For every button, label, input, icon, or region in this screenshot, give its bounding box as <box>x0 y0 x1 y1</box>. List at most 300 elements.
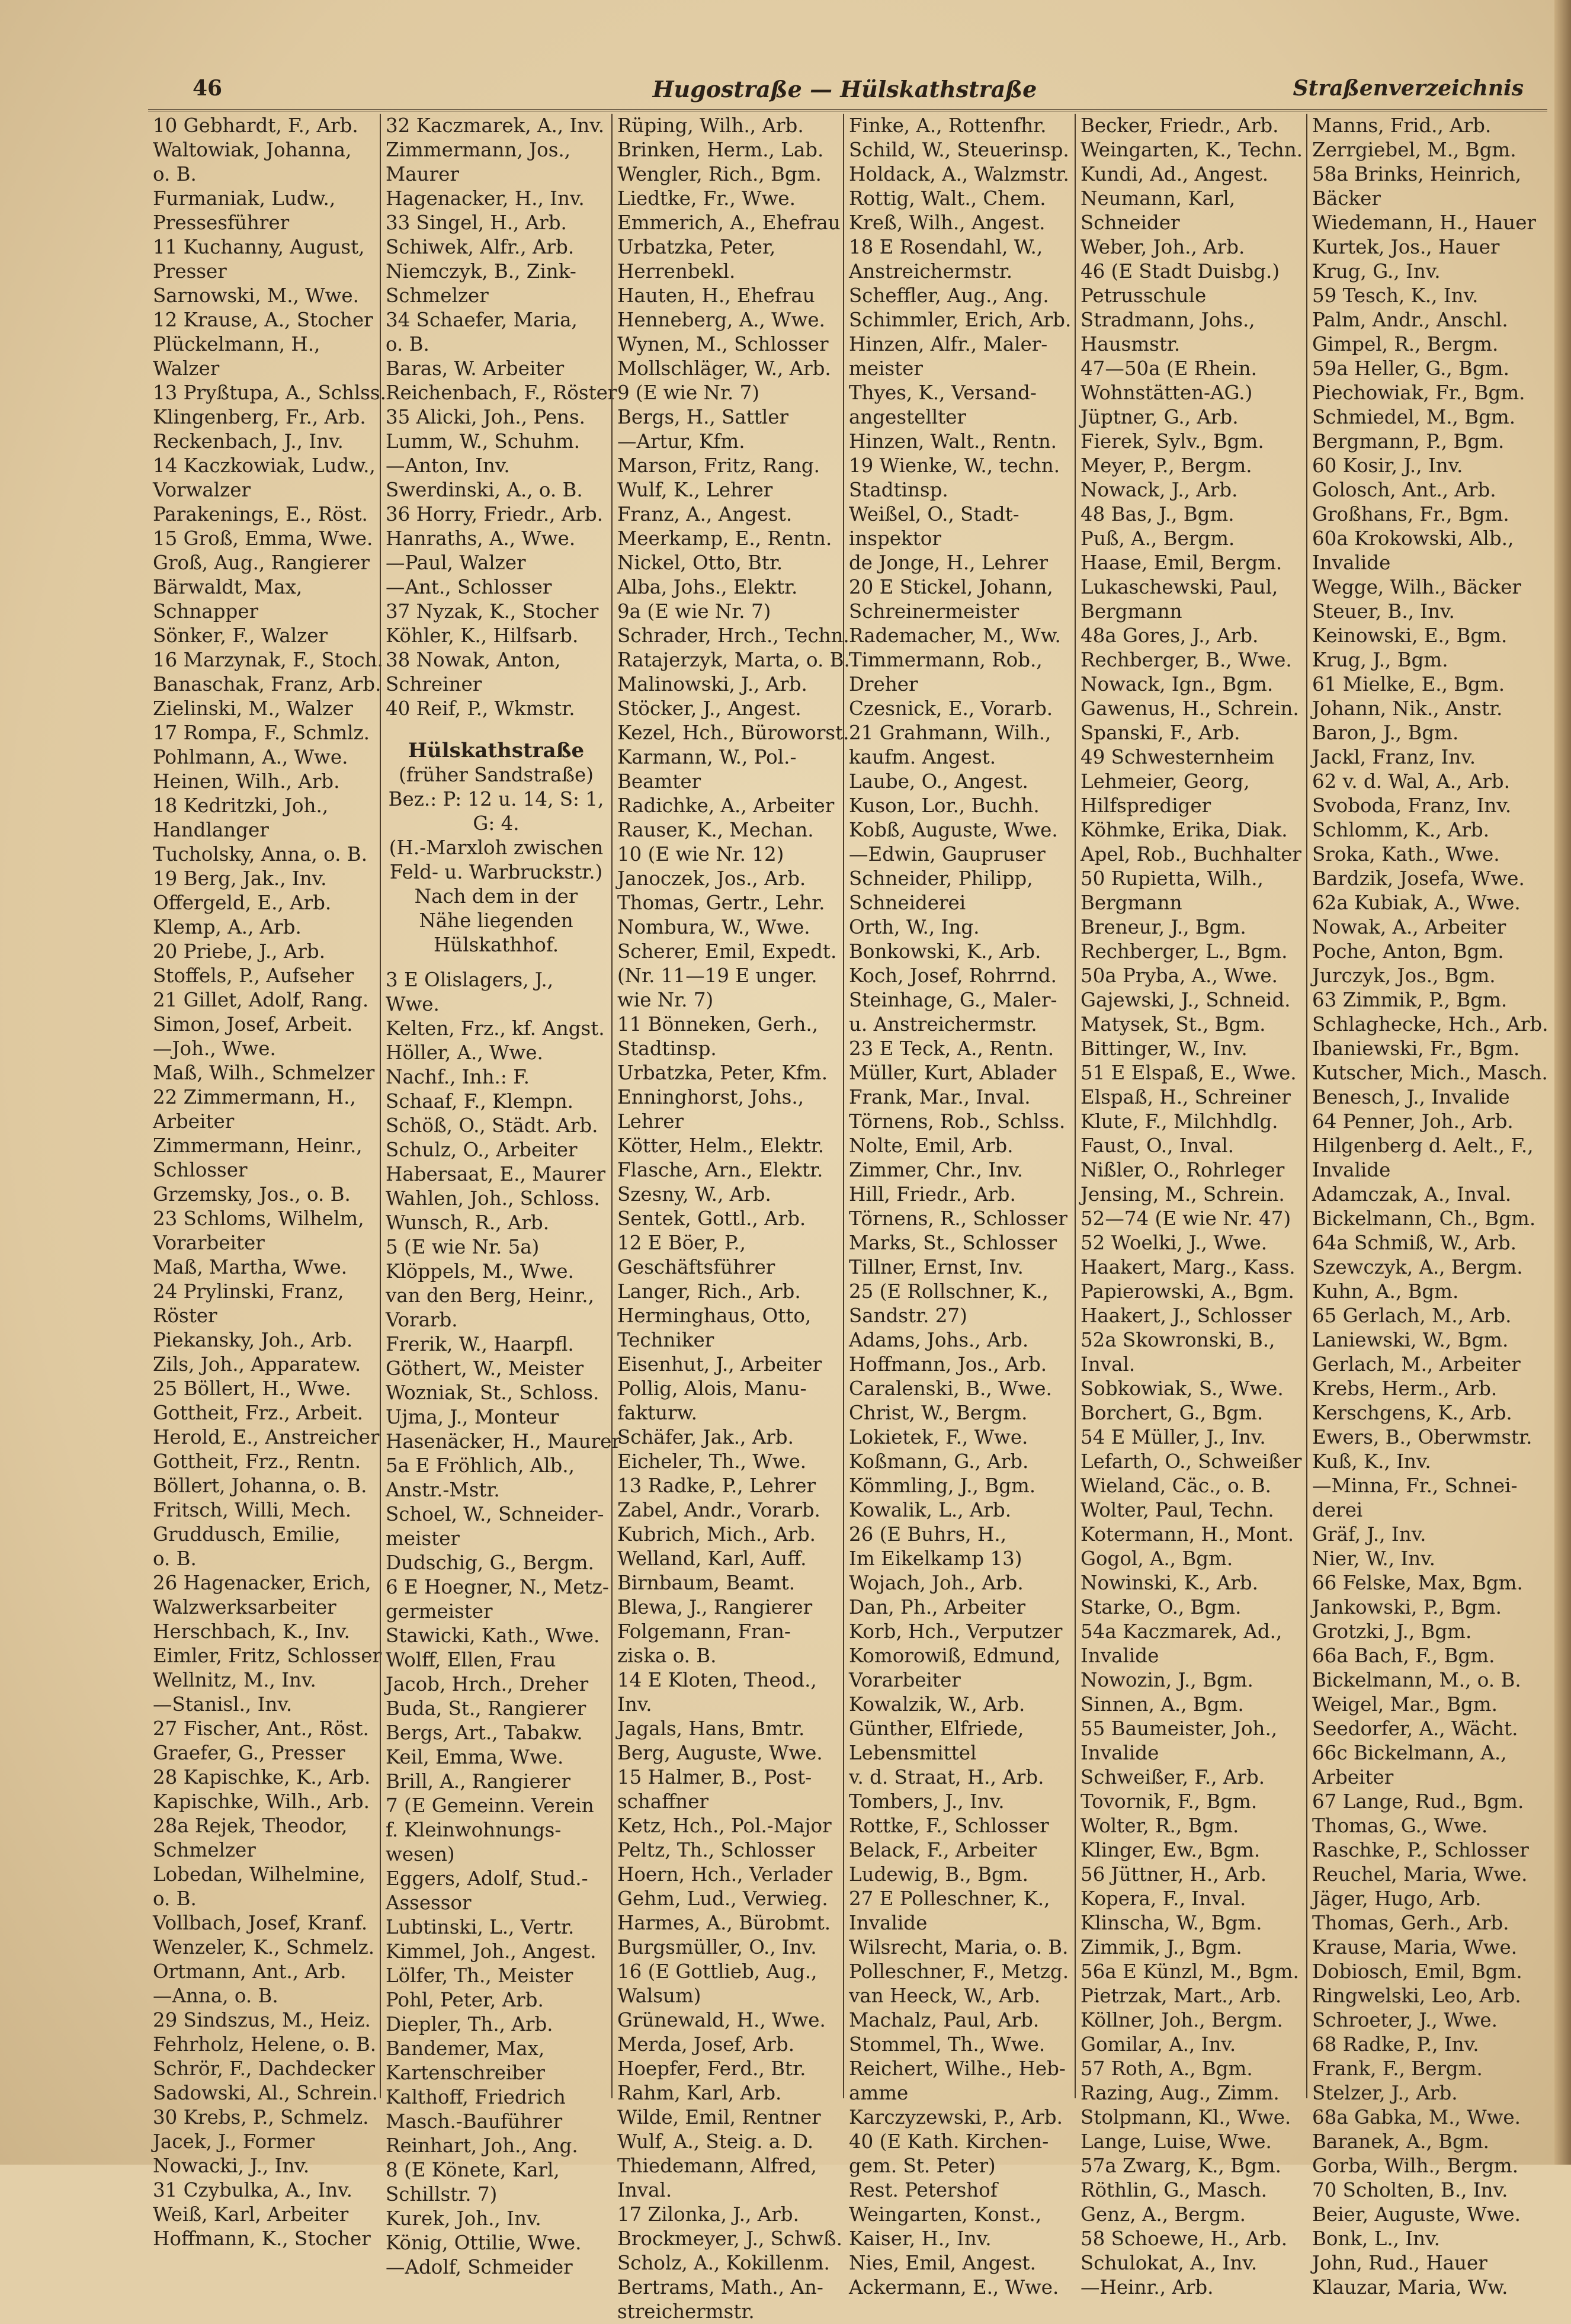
directory-entry: Rest. Petershof <box>849 2179 998 2201</box>
directory-entry: Lokietek, F., Wwe. <box>849 1426 1028 1448</box>
directory-entry: Höller, A., Wwe. <box>386 1041 543 1064</box>
directory-entry: Wynen, M., Schlosser <box>617 333 829 355</box>
directory-entry: Stadtinsp. <box>849 479 948 501</box>
directory-entry: Jacek, J., Former <box>153 2130 315 2153</box>
directory-entry: Jurczyk, Jos., Bgm. <box>1312 964 1496 987</box>
directory-entry: de Jonge, H., Lehrer <box>849 552 1048 574</box>
directory-entry: 58 Schoewe, H., Arb. <box>1081 2227 1288 2250</box>
directory-entry: Krug, G., Inv. <box>1312 260 1441 283</box>
directory-entry: Heinen, Wilh., Arb. <box>153 770 340 793</box>
column-4 <box>843 114 1075 2299</box>
directory-entry: Sadowski, Al., Schrein. <box>153 2082 378 2104</box>
directory-entry: wie Nr. 7) <box>617 989 714 1011</box>
directory-entry: Grzemsky, Jos., o. B. <box>153 1183 351 1206</box>
directory-entry: Schneiderei <box>849 892 966 914</box>
directory-entry: 46 (E Stadt Duisbg.) <box>1081 260 1280 283</box>
directory-entry: Harmes, A., Bürobmt. <box>617 1912 831 1934</box>
directory-entry: 58a Brinks, Heinrich, <box>1312 163 1522 185</box>
directory-entry: Lefarth, O., Schweißer <box>1081 1450 1302 1473</box>
directory-entry: Schneider <box>1081 211 1180 234</box>
directory-entry: Klauzar, Maria, Ww. <box>1312 2276 1508 2299</box>
directory-entry: 11 Bönneken, Gerh., <box>617 1013 819 1036</box>
directory-entry: Genz, A., Bergm. <box>1081 2203 1246 2226</box>
directory-entry: Wozniak, St., Schloss. <box>386 1381 599 1404</box>
directory-entry: Jackl, Franz, Inv. <box>1312 746 1476 768</box>
directory-entry: Polleschner, F., Metzg. <box>849 1960 1069 1983</box>
directory-entry: Wiedemann, H., Hauer <box>1312 211 1536 234</box>
directory-entry: 13 Radke, P., Lehrer <box>617 1474 816 1497</box>
directory-entry: Pohl, Peter, Arb. <box>386 1989 544 2011</box>
directory-entry: Eimler, Fritz, Schlosser <box>153 1645 382 1667</box>
directory-entry: Kelten, Frz., kf. Angst. <box>386 1017 605 1040</box>
directory-entry: Peltz, Th., Schlosser <box>617 1839 815 1861</box>
directory-entry: Gajewski, J., Schneid. <box>1081 989 1291 1011</box>
directory-entry: Urbatzka, Peter, <box>617 236 776 258</box>
directory-entry: Lumm, W., Schuhm. <box>386 430 580 453</box>
directory-entry: 16 Marzynak, F., Stoch. <box>153 649 383 671</box>
directory-entry: Stolpmann, Kl., Wwe. <box>1081 2106 1291 2129</box>
directory-entry: Krebs, Herm., Arb. <box>1312 1377 1498 1400</box>
directory-entry: Vorarb. <box>386 1309 458 1331</box>
directory-entry: Baron, J., Bgm. <box>1312 722 1459 744</box>
directory-entry: Baras, W. Arbeiter <box>386 357 565 380</box>
directory-entry: Thomas, Gerh., Arb. <box>1312 1912 1509 1934</box>
page-header <box>148 76 1541 111</box>
directory-entry: Maurer <box>386 163 459 185</box>
directory-entry: Seedorfer, A., Wächt. <box>1312 1717 1518 1740</box>
directory-entry: Offergeld, E., Arb. <box>153 892 332 914</box>
directory-entry: 22 Zimmermann, H., <box>153 1086 356 1108</box>
directory-entry: Brockmeyer, J., Schwß. <box>617 2227 842 2250</box>
directory-entry: Nowack, Ign., Bgm. <box>1081 673 1274 695</box>
directory-entry: 62a Kubiak, A., Wwe. <box>1312 892 1521 914</box>
directory-entry: Stommel, Th., Wwe. <box>849 2033 1046 2056</box>
directory-entry: Welland, Karl, Auff. <box>617 1547 807 1570</box>
directory-entry: Schrör, F., Dachdecker <box>153 2057 375 2080</box>
directory-entry: Bergs, H., Sattler <box>617 406 789 428</box>
directory-entry: 32 Kaczmarek, A., Inv. <box>386 114 605 137</box>
directory-entry: Bärwaldt, Max, <box>153 576 303 598</box>
directory-entry: Pressesführer <box>153 211 290 234</box>
directory-entry: Arbeiter <box>153 1110 235 1133</box>
directory-entry: Brill, A., Rangierer <box>386 1770 570 1793</box>
directory-entry: Meyer, P., Bergm. <box>1081 454 1252 477</box>
directory-entry: Plückelmann, H., <box>153 333 320 355</box>
directory-entry: Nowacki, J., Inv. <box>153 2155 310 2177</box>
directory-entry: Dudschig, G., Bergm. <box>386 1552 594 1574</box>
directory-entry: Radichke, A., Arbeiter <box>617 794 835 817</box>
directory-entry: 10 (E wie Nr. 12) <box>617 843 784 866</box>
directory-entry: Graefer, G., Presser <box>153 1742 345 1764</box>
directory-entry: 48a Gores, J., Arb. <box>1081 624 1259 647</box>
directory-entry: Stoffels, P., Aufseher <box>153 964 354 987</box>
directory-entry: —Heinr., Arb. <box>1081 2276 1214 2299</box>
directory-entry: 14 Kaczkowiak, Ludw., <box>153 454 376 477</box>
directory-entry: Anstreichermstr. <box>849 260 1013 283</box>
directory-entry: 25 Böllert, H., Wwe. <box>153 1377 351 1400</box>
directory-entry: Hoffmann, K., Stocher <box>153 2227 371 2250</box>
directory-entry: Presser <box>153 260 227 283</box>
column-2-top <box>386 114 617 721</box>
directory-entry: Klinscha, W., Bgm. <box>1081 1912 1262 1934</box>
directory-entry: Hinzen, Walt., Rentn. <box>849 430 1057 453</box>
directory-entry: 7 (E Gemeinn. Verein <box>386 1794 594 1817</box>
directory-entry: Bittinger, W., Inv. <box>1081 1037 1248 1060</box>
directory-entry: Rottke, F., Schlosser <box>849 1815 1049 1837</box>
directory-entry: Wellnitz, M., Inv. <box>153 1669 316 1691</box>
directory-entry: Zerrgiebel, M., Bgm. <box>1312 139 1517 161</box>
directory-entry: 26 Hagenacker, Erich, <box>153 1572 371 1594</box>
page-number: 46 <box>193 76 223 101</box>
directory-entry: Nickel, Otto, Btr. <box>617 552 783 574</box>
directory-entry: Inval. <box>1081 1353 1136 1376</box>
directory-entry: 48 Bas, J., Bgm. <box>1081 503 1235 525</box>
directory-entry: Hauten, H., Ehefrau <box>617 284 815 307</box>
directory-entry: Szesny, W., Arb. <box>617 1183 771 1206</box>
directory-entry: Franz, A., Angest. <box>617 503 793 525</box>
directory-entry: Habersaat, E., Maurer <box>386 1163 606 1185</box>
directory-entry: Apel, Rob., Buchhalter <box>1081 843 1301 866</box>
directory-entry: Ketz, Hch., Pol.-Major <box>617 1815 832 1837</box>
section-title: Straßenverzeichnis <box>1293 76 1524 101</box>
directory-entry: Bickelmann, Ch., Bgm. <box>1312 1207 1536 1230</box>
directory-entry: Lobedan, Wilhelmine, <box>153 1863 366 1886</box>
directory-entry: Steuer, B., Inv. <box>1312 600 1455 623</box>
directory-entry: —Edwin, Gaupruser <box>849 843 1046 866</box>
directory-entry: 50 Rupietta, Wilh., <box>1081 867 1264 890</box>
directory-entry: Schnapper <box>153 600 259 623</box>
directory-entry: Kartenschreiber <box>386 2062 545 2084</box>
directory-entry: Weingarten, K., Techn. <box>1081 139 1303 161</box>
directory-entry: Nolte, Emil, Arb. <box>849 1134 1014 1157</box>
directory-entry: Langer, Rich., Arb. <box>617 1280 801 1303</box>
directory-entry: 50a Pryba, A., Wwe. <box>1081 964 1278 987</box>
directory-entry: Hilfsprediger <box>1081 794 1211 817</box>
directory-entry: Ackermann, E., Wwe. <box>849 2276 1059 2299</box>
directory-entry: Mollschläger, W., Arb. <box>617 357 831 380</box>
directory-entry: 54a Kaczmarek, Ad., <box>1081 1620 1283 1643</box>
directory-entry: Ewers, B., Oberwmstr. <box>1312 1426 1532 1448</box>
directory-entry: Rahm, Karl, Arb. <box>617 2082 782 2104</box>
directory-entry: Koch, Josef, Rohrrnd. <box>849 964 1057 987</box>
directory-entry: Schreinermeister <box>849 600 1019 623</box>
directory-entry: Finke, A., Rottenfhr. <box>849 114 1047 137</box>
directory-entry: Hanraths, A., Wwe. <box>386 527 576 550</box>
directory-entry: —Adolf, Schmeider <box>386 2256 573 2278</box>
directory-entry: 13 Pryßtupa, A., Schlss. <box>153 382 386 404</box>
directory-entry: 30 Krebs, P., Schmelz. <box>153 2106 369 2129</box>
directory-entry: Papierowski, A., Bgm. <box>1081 1280 1294 1303</box>
directory-entry: 40 Reif, P., Wkmstr. <box>386 697 575 720</box>
directory-entry: Thomas, G., Wwe. <box>1312 1815 1488 1837</box>
directory-entry: Kuhn, A., Bgm. <box>1312 1280 1459 1303</box>
directory-entry: Köhler, K., Hilfsarb. <box>386 624 579 647</box>
directory-entry: schaffner <box>617 1790 708 1813</box>
directory-entry: Eicheler, Th., Wwe. <box>617 1450 807 1473</box>
directory-entry: Kötter, Helm., Elektr. <box>617 1134 825 1157</box>
directory-entry: Palm, Andr., Anschl. <box>1312 309 1508 331</box>
directory-entry: Techniker <box>617 1329 714 1351</box>
directory-entry: Hilgenberg d. Aelt., F., <box>1312 1134 1534 1157</box>
directory-entry: Merda, Josef, Arb. <box>617 2033 795 2056</box>
directory-entry: kaufm. Angest. <box>849 746 996 768</box>
street-location: (H.-Marxloh zwischen Feld- u. Warbruckstr.) Nach dem in der Nähe liegenden Hülskathhof. <box>389 836 604 956</box>
directory-entry: Ujma, J., Monteur <box>386 1406 559 1428</box>
directory-entry: Burgsmüller, O., Inv. <box>617 1936 817 1958</box>
directory-entry: Klinger, Ew., Bgm. <box>1081 1839 1261 1861</box>
directory-entry: Borchert, G., Bgm. <box>1081 1402 1264 1424</box>
directory-entry: Baranek, A., Bgm. <box>1312 2130 1489 2153</box>
directory-entry: Kimmel, Joh., Angest. <box>386 1940 597 1963</box>
directory-entry: Reinhart, Joh., Ang. <box>386 2134 578 2157</box>
directory-entry: Klute, F., Milchhdlg. <box>1081 1110 1278 1133</box>
directory-entry: Kerschgens, K., Arb. <box>1312 1402 1512 1424</box>
directory-entry: Vorwalzer <box>153 479 251 501</box>
directory-entry: Sentek, Gottl., Arb. <box>617 1207 806 1230</box>
directory-entry: Kotermann, H., Mont. <box>1081 1523 1294 1546</box>
directory-entry: Herold, E., Anstreicher <box>153 1426 380 1448</box>
directory-entry: Weiß, Karl, Arbeiter <box>153 2203 349 2226</box>
directory-entry: 35 Alicki, Joh., Pens. <box>386 406 585 428</box>
directory-entry: f. Kleinwohnungs- <box>386 1819 562 1841</box>
directory-entry: Kowalik, L., Arb. <box>849 1499 1012 1521</box>
directory-entry: Sobkowiak, S., Wwe. <box>1081 1377 1284 1400</box>
directory-entry: wesen) <box>386 1843 455 1865</box>
directory-entry: Inval. <box>617 2179 672 2201</box>
directory-entry: 54 E Müller, J., Inv. <box>1081 1426 1266 1448</box>
directory-entry: ziska o. B. <box>617 1645 717 1667</box>
directory-entry: Gorba, Wilh., Bergm. <box>1312 2155 1519 2177</box>
directory-entry: Kezel, Hch., Büroworst. <box>617 722 849 744</box>
directory-entry: Jäger, Hugo, Arb. <box>1312 1887 1482 1910</box>
directory-columns <box>148 114 1548 2323</box>
directory-entry: Gräf, J., Inv. <box>1312 1523 1426 1546</box>
directory-entry: Schlosser <box>153 1159 248 1181</box>
directory-entry: Gruddusch, Emilie, <box>153 1523 341 1546</box>
directory-entry: Becker, Friedr., Arb. <box>1081 114 1279 137</box>
directory-entry: 12 Krause, A., Stocher <box>153 309 373 331</box>
directory-entry: Kuson, Lor., Buchh. <box>849 794 1040 817</box>
directory-entry: Invalide <box>1081 1645 1159 1667</box>
directory-entry: Eggers, Adolf, Stud.- <box>386 1867 588 1890</box>
directory-entry: Gottheit, Frz., Arbeit. <box>153 1402 363 1424</box>
directory-entry: Nowack, J., Arb. <box>1081 479 1238 501</box>
directory-entry: Wolter, Paul, Techn. <box>1081 1499 1274 1521</box>
directory-entry: Banaschak, Franz, Arb. <box>153 673 381 695</box>
directory-entry: 60a Krokowski, Alb., <box>1312 527 1514 550</box>
directory-entry: Berg, Auguste, Wwe. <box>617 1742 823 1764</box>
directory-entry: Neumann, Karl, <box>1081 187 1236 210</box>
directory-entry: Haakert, J., Schlosser <box>1081 1304 1292 1327</box>
directory-entry: Breneur, J., Bgm. <box>1081 916 1246 938</box>
directory-entry: 21 Gillet, Adolf, Rang. <box>153 989 369 1011</box>
directory-entry: amme <box>849 2082 909 2104</box>
directory-entry: 34 Schaefer, Maria, <box>386 309 578 331</box>
directory-entry: Fierek, Sylv., Bgm. <box>1081 430 1264 453</box>
column-3 <box>611 114 850 2323</box>
directory-entry: Spanski, F., Arb. <box>1081 722 1240 744</box>
directory-entry: Wolff, Ellen, Frau <box>386 1649 556 1671</box>
directory-entry: 64a Schmiß, W., Arb. <box>1312 1232 1517 1254</box>
directory-entry: Vollbach, Josef, Kranf. <box>153 1912 368 1934</box>
directory-entry: Sinnen, A., Bgm. <box>1081 1693 1244 1716</box>
directory-entry: Gehm, Lud., Verwieg. <box>617 1887 828 1910</box>
directory-entry: Bandemer, Max, <box>386 2037 545 2060</box>
directory-entry: —Artur, Kfm. <box>617 430 745 453</box>
directory-entry: Nombura, W., Wwe. <box>617 916 810 938</box>
directory-entry: Invalide <box>1081 1742 1159 1764</box>
directory-entry: Frerik, W., Haarpfl. <box>386 1333 574 1355</box>
directory-entry: Rottig, Walt., Chem. <box>849 187 1046 210</box>
directory-entry: Hausmstr. <box>1081 333 1181 355</box>
directory-entry: Törnens, R., Schlosser <box>849 1207 1067 1230</box>
directory-entry: Schulokat, A., Inv. <box>1081 2252 1258 2274</box>
directory-entry: Eisenhut, J., Arbeiter <box>617 1353 822 1376</box>
directory-entry: Urbatzka, Peter, Kfm. <box>617 1062 828 1084</box>
directory-entry: Raschke, P., Schlosser <box>1312 1839 1529 1861</box>
directory-entry: o. B. <box>153 163 197 185</box>
directory-entry: Grotzki, J., Bgm. <box>1312 1620 1472 1643</box>
directory-entry: Scholz, A., Kokillenm. <box>617 2252 830 2274</box>
directory-entry: 12 E Böer, P., <box>617 1232 746 1254</box>
directory-entry: 66a Bach, F., Bgm. <box>1312 1645 1495 1667</box>
directory-entry: Szewczyk, A., Bergm. <box>1312 1256 1523 1278</box>
directory-entry: Bertrams, Math., An- <box>617 2276 823 2299</box>
directory-entry: Scheffler, Aug., Ang. <box>849 284 1049 307</box>
directory-entry: Kutscher, Mich., Masch. <box>1312 1062 1548 1084</box>
directory-entry: Rüping, Wilh., Arb. <box>617 114 804 137</box>
directory-entry: Kuß, K., Inv. <box>1312 1450 1431 1473</box>
directory-entry: Lubtinski, L., Vertr. <box>386 1916 575 1938</box>
directory-entry: Enninghorst, Johs., <box>617 1086 804 1108</box>
directory-entry: Kurek, Joh., Inv. <box>386 2207 541 2230</box>
directory-entry: Puß, A., Bergm. <box>1081 527 1235 550</box>
directory-entry: Bickelmann, M., o. B. <box>1312 1669 1521 1691</box>
directory-entry: Ringwelski, Leo, Arb. <box>1312 1985 1521 2007</box>
directory-entry: Christ, W., Bergm. <box>849 1402 1028 1424</box>
directory-entry: 64 Penner, Joh., Arb. <box>1312 1110 1514 1133</box>
directory-entry: 6 E Hoegner, N., Metz- <box>386 1576 609 1598</box>
directory-entry: Orth, W., Ing. <box>849 916 980 938</box>
directory-entry: Reichert, Wilhe., Heb- <box>849 2057 1066 2080</box>
directory-entry: Jankowski, P., Bgm. <box>1312 1596 1502 1618</box>
directory-entry: Kopera, F., Inval. <box>1081 1887 1246 1910</box>
directory-entry: Schroeter, J., Wwe. <box>1312 2009 1498 2031</box>
directory-entry: Birnbaum, Beamt. <box>617 1572 796 1594</box>
directory-entry: Folgemann, Fran- <box>617 1620 791 1643</box>
directory-entry: 27 Fischer, Ant., Röst. <box>153 1717 369 1740</box>
directory-entry: Korb, Hch., Verputzer <box>849 1620 1063 1643</box>
directory-entry: Marks, St., Schlosser <box>849 1232 1057 1254</box>
directory-entry: Kapischke, Wilh., Arb. <box>153 1790 370 1813</box>
directory-entry: Kobß, Auguste, Wwe. <box>849 819 1058 841</box>
directory-entry: Stöcker, J., Angest. <box>617 697 801 720</box>
directory-entry: 24 Prylinski, Franz, <box>153 1280 344 1303</box>
directory-entry: Lehrer <box>617 1110 684 1133</box>
directory-entry: 68a Gabka, M., Wwe. <box>1312 2106 1521 2129</box>
directory-entry: Jüptner, G., Arb. <box>1081 406 1239 428</box>
directory-entry: 47—50a (E Rhein. <box>1081 357 1257 380</box>
directory-entry: 62 v. d. Wal, A., Arb. <box>1312 770 1510 793</box>
directory-entry: Beamter <box>617 770 701 793</box>
directory-entry: Thiedemann, Alfred, <box>617 2155 817 2177</box>
directory-entry: 5a E Fröhlich, Alb., <box>386 1454 575 1477</box>
directory-entry: Jensing, M., Schrein. <box>1081 1183 1285 1206</box>
directory-entry: 59 Tesch, K., Inv. <box>1312 284 1479 307</box>
directory-entry: Dreher <box>849 673 918 695</box>
column-1 <box>148 114 386 2250</box>
directory-entry: Invalide <box>1312 1159 1391 1181</box>
directory-entry: Köllner, Joh., Bergm. <box>1081 2009 1283 2031</box>
directory-entry: Caralenski, B., Wwe. <box>849 1377 1052 1400</box>
directory-entry: —Paul, Walzer <box>386 552 526 574</box>
directory-entry: Thomas, Gertr., Lehr. <box>617 892 825 914</box>
directory-entry: Lehmeier, Georg, <box>1081 770 1250 793</box>
directory-entry: Stradmann, Johs., <box>1081 309 1255 331</box>
directory-entry: Walzwerksarbeiter <box>153 1596 336 1618</box>
directory-entry: Janoczek, Jos., Arb. <box>617 867 806 890</box>
directory-entry: Schlaghecke, Hch., Arb. <box>1312 1013 1548 1036</box>
directory-entry: Kaiser, H., Inv. <box>849 2227 992 2250</box>
directory-entry: 27 E Polleschner, K., <box>849 1887 1050 1910</box>
directory-entry: Wulf, K., Lehrer <box>617 479 773 501</box>
directory-entry: Zimmer, Chr., Inv. <box>849 1159 1023 1181</box>
directory-entry: Liedtke, Fr., Wwe. <box>617 187 796 210</box>
directory-entry: Bergs, Art., Tabakw. <box>386 1722 583 1744</box>
directory-entry: 65 Gerlach, M., Arb. <box>1312 1304 1512 1327</box>
directory-entry: Schmiedel, M., Bgm. <box>1312 406 1516 428</box>
directory-entry: 56 Jüttner, H., Arb. <box>1081 1863 1267 1886</box>
directory-entry: Frank, F., Bergm. <box>1312 2057 1483 2080</box>
directory-entry: Schweißer, F., Arb. <box>1081 1766 1265 1788</box>
directory-entry: Blewa, J., Rangierer <box>617 1596 813 1618</box>
directory-entry: Ludewig, B., Bgm. <box>849 1863 1028 1886</box>
directory-entry: Kurtek, Jos., Hauer <box>1312 236 1500 258</box>
directory-entry: Invalide <box>1312 552 1391 574</box>
directory-entry: Keil, Emma, Wwe. <box>386 1746 564 1768</box>
directory-entry: fakturw. <box>617 1402 697 1424</box>
directory-entry: König, Ottilie, Wwe. <box>386 2232 582 2254</box>
directory-entry: Zimmermann, Heinr., <box>153 1134 363 1157</box>
directory-entry: Piechowiak, Fr., Bgm. <box>1312 382 1525 404</box>
directory-entry: 66c Bickelmann, A., <box>1312 1742 1507 1764</box>
directory-entry: germeister <box>386 1600 493 1623</box>
directory-entry: Koßmann, G., Arb. <box>849 1450 1029 1473</box>
directory-entry: Herminghaus, Otto, <box>617 1304 812 1327</box>
directory-entry: Adams, Johs., Arb. <box>849 1329 1029 1351</box>
directory-entry: Buda, St., Rangierer <box>386 1697 586 1720</box>
directory-entry: Wojach, Joh., Arb. <box>849 1572 1024 1594</box>
directory-entry: Schild, W., Steuerinsp. <box>849 139 1069 161</box>
directory-entry: Beier, Auguste, Wwe. <box>1312 2203 1521 2226</box>
directory-entry: u. Anstreichermstr. <box>849 1013 1037 1036</box>
directory-entry: Zils, Joh., Apparatew. <box>153 1353 361 1376</box>
directory-entry: —Minna, Fr., Schnei- <box>1312 1474 1518 1497</box>
directory-entry: inspektor <box>849 527 941 550</box>
directory-entry: van den Berg, Heinr., <box>386 1284 594 1307</box>
directory-entry: Ratajerzyk, Marta, o. B. <box>617 649 850 671</box>
directory-entry: 19 Berg, Jak., Inv. <box>153 867 327 890</box>
directory-entry: 60 Kosir, J., Inv. <box>1312 454 1463 477</box>
directory-entry: Belack, F., Arbeiter <box>849 1839 1037 1861</box>
directory-entry: Klöppels, M., Wwe. <box>386 1260 574 1283</box>
directory-entry: Lukaschewski, Paul, <box>1081 576 1278 598</box>
directory-entry: Bardzik, Josefa, Wwe. <box>1312 867 1525 890</box>
directory-entry: Dan, Ph., Arbeiter <box>849 1596 1026 1618</box>
directory-entry: 28 Kapischke, K., Arb. <box>153 1766 371 1788</box>
directory-entry: Svoboda, Franz, Inv. <box>1312 794 1512 817</box>
directory-entry: Adamczak, A., Inval. <box>1312 1183 1512 1206</box>
